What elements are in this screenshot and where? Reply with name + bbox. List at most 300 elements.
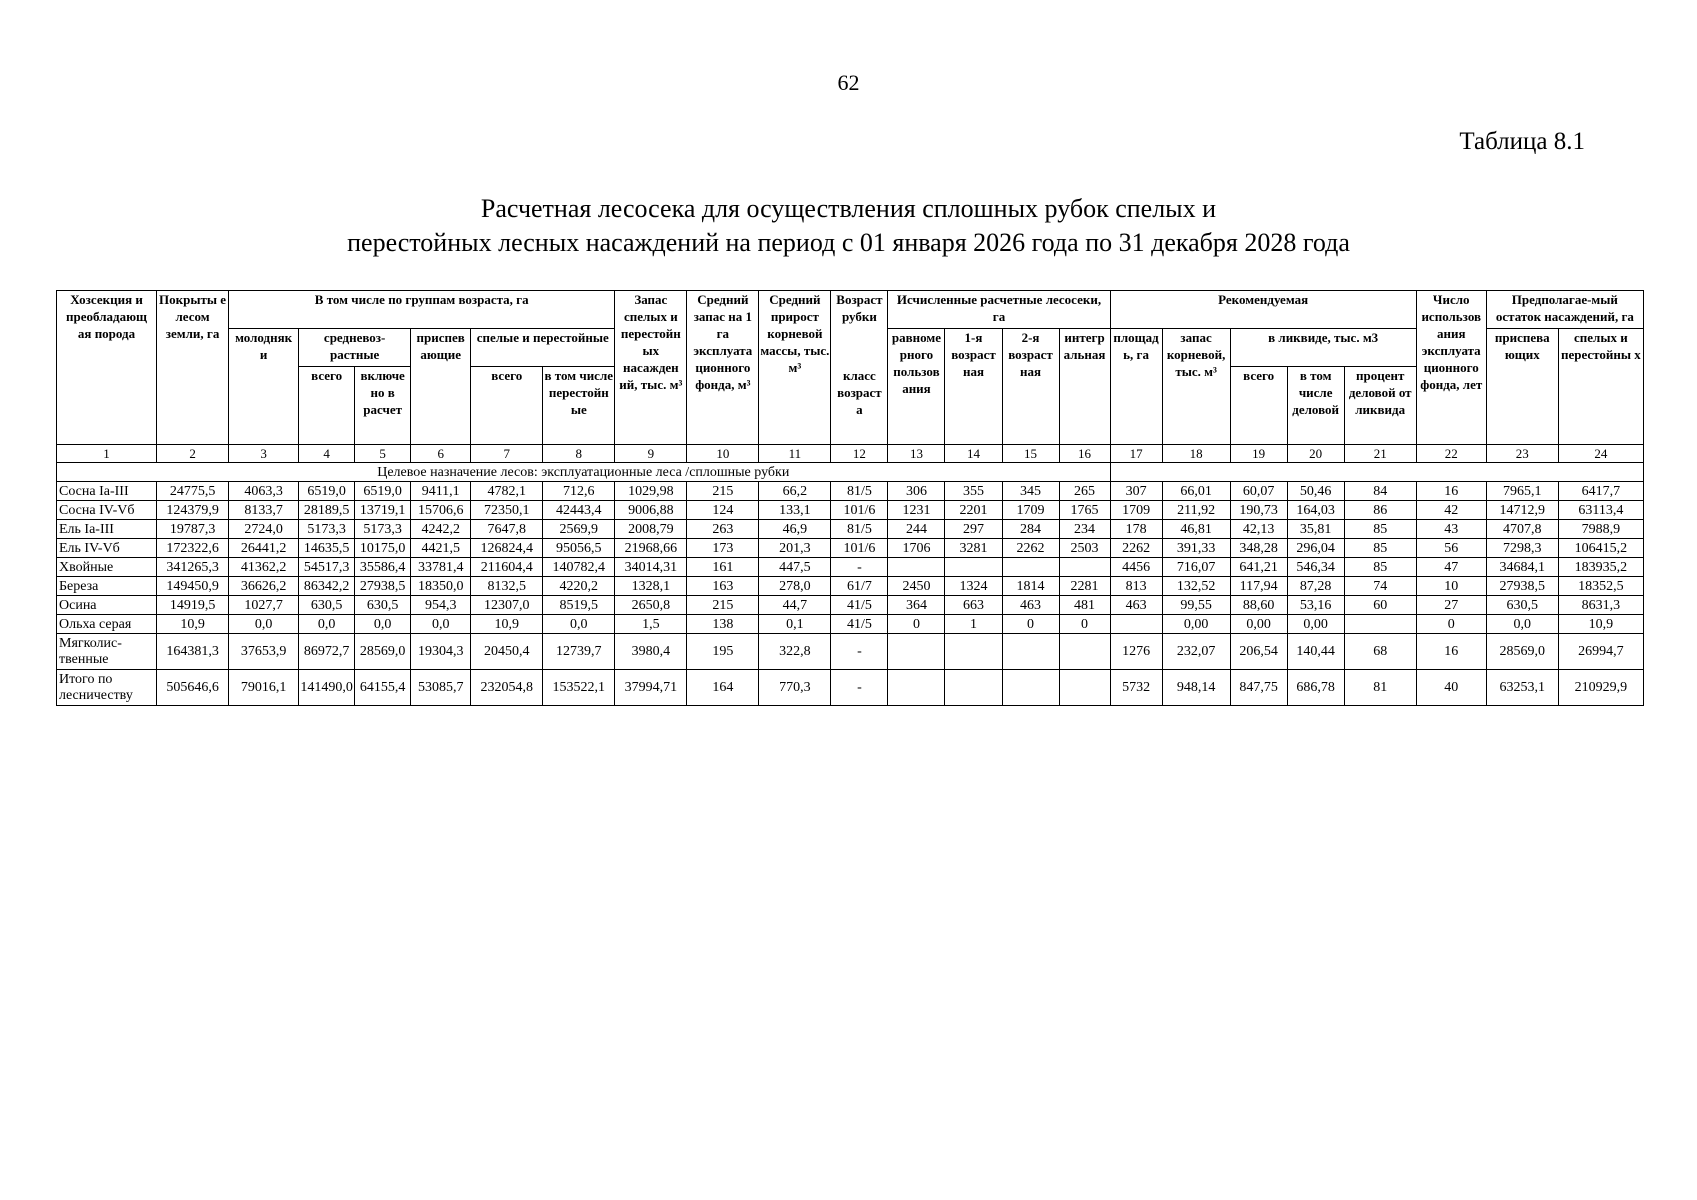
table-cell: 206,54 <box>1230 634 1287 670</box>
table-cell: 8631,3 <box>1558 596 1643 615</box>
table-cell: 35,81 <box>1287 520 1344 539</box>
table-cell: 27 <box>1416 596 1486 615</box>
table-cell: 72350,1 <box>471 501 543 520</box>
header-calc-integral: интегр альная <box>1059 329 1110 445</box>
header-forest-area: Покрыты е лесом земли, га <box>157 291 229 445</box>
header-maturing: приспев ающие <box>411 329 471 445</box>
section-row <box>57 463 1644 482</box>
table-cell <box>1059 558 1110 577</box>
table-cell: 13719,1 <box>355 501 411 520</box>
table-row <box>57 577 1644 596</box>
table-cell: 391,33 <box>1162 539 1230 558</box>
table-cell: 0 <box>888 615 945 634</box>
table-cell: 26441,2 <box>229 539 299 558</box>
header-rec-business-pct: процент деловой от ликвида <box>1344 367 1416 445</box>
table-cell: 85 <box>1344 539 1416 558</box>
table-cell <box>1002 558 1059 577</box>
table-cell: 211,92 <box>1162 501 1230 520</box>
table-cell: 265 <box>1059 482 1110 501</box>
row-label: Итого по лесничеству <box>57 670 157 706</box>
column-number: 12 <box>831 445 888 463</box>
table-cell <box>945 558 1002 577</box>
table-cell: 18352,5 <box>1558 577 1643 596</box>
table-cell: 42443,4 <box>543 501 615 520</box>
table-cell: 5173,3 <box>355 520 411 539</box>
column-number: 8 <box>543 445 615 463</box>
column-number-row <box>57 445 1644 463</box>
table-row <box>57 558 1644 577</box>
table-cell: 140782,4 <box>543 558 615 577</box>
table-cell: 686,78 <box>1287 670 1344 706</box>
table-cell: 60,07 <box>1230 482 1287 501</box>
header-remain-mature: спелых и перестойны х <box>1558 329 1643 445</box>
table-cell: 0,00 <box>1162 615 1230 634</box>
table-cell: 60 <box>1344 596 1416 615</box>
table-cell: 84 <box>1344 482 1416 501</box>
table-cell: 345 <box>1002 482 1059 501</box>
table-cell: 1814 <box>1002 577 1059 596</box>
column-number: 11 <box>759 445 831 463</box>
table-cell: 211604,4 <box>471 558 543 577</box>
table-cell: 195 <box>687 634 759 670</box>
table-cell: - <box>831 670 888 706</box>
section-label: Целевое назначение лесов: эксплуатационные леса /сплошные рубки <box>57 463 1111 482</box>
column-number: 20 <box>1287 445 1344 463</box>
table-cell: 2281 <box>1059 577 1110 596</box>
table-cell: 1709 <box>1110 501 1162 520</box>
table-cell: 133,1 <box>759 501 831 520</box>
header-cut-age-class: класс возраст а <box>831 367 888 445</box>
header-avg-growth: Средний прирост корневой массы, тыс. м³ <box>759 291 831 445</box>
table-cell: 1328,1 <box>615 577 687 596</box>
table-row <box>57 501 1644 520</box>
column-number: 21 <box>1344 445 1416 463</box>
table-cell: 81/5 <box>831 520 888 539</box>
table-cell <box>1059 670 1110 706</box>
table-cell: 61/7 <box>831 577 888 596</box>
table-cell: 34684,1 <box>1486 558 1558 577</box>
table-cell: 8132,5 <box>471 577 543 596</box>
table-cell: 0,00 <box>1230 615 1287 634</box>
table-cell: 9411,1 <box>411 482 471 501</box>
table-cell <box>1344 615 1416 634</box>
column-number: 15 <box>1002 445 1059 463</box>
table-cell: 149450,9 <box>157 577 229 596</box>
row-label: Береза <box>57 577 157 596</box>
table-cell: 85 <box>1344 520 1416 539</box>
column-number: 19 <box>1230 445 1287 463</box>
column-number: 17 <box>1110 445 1162 463</box>
table-cell: 126824,4 <box>471 539 543 558</box>
table-cell: 0 <box>1059 615 1110 634</box>
table-cell: 4242,2 <box>411 520 471 539</box>
table-row <box>57 520 1644 539</box>
table-cell: 41/5 <box>831 615 888 634</box>
table-cell: 4063,3 <box>229 482 299 501</box>
header-recommended: Рекомендуемая <box>1110 291 1416 329</box>
header-middle-included: включе но в расчет <box>355 367 411 445</box>
title-line-1: Расчетная лесосека для осуществления сплошных рубок спелых и <box>480 194 1217 223</box>
table-cell: 172322,6 <box>157 539 229 558</box>
header-cut-age-spacer <box>831 329 888 367</box>
table-cell: 66,2 <box>759 482 831 501</box>
table-cell: 34014,31 <box>615 558 687 577</box>
row-label: Осина <box>57 596 157 615</box>
document-title <box>0 192 1697 260</box>
table-cell: 12307,0 <box>471 596 543 615</box>
table-cell: 306 <box>888 482 945 501</box>
table-cell: 41362,2 <box>229 558 299 577</box>
header-rec-liquid: в ликвиде, тыс. м3 <box>1230 329 1416 367</box>
table-cell: 63253,1 <box>1486 670 1558 706</box>
header-avg-stock: Средний запас на 1 га эксплуата ционного фонда, м³ <box>687 291 759 445</box>
table-cell: 8133,7 <box>229 501 299 520</box>
header-farm-section: Хозсекция и преобладающ ая порода <box>57 291 157 445</box>
table-cell: 18350,0 <box>411 577 471 596</box>
table-cell: 1231 <box>888 501 945 520</box>
header-rec-liquid-business: в том числе деловой <box>1287 367 1344 445</box>
header-mature: спелые и перестойные <box>471 329 615 367</box>
table-cell: 341265,3 <box>157 558 229 577</box>
table-cell: 43 <box>1416 520 1486 539</box>
table-cell: 79016,1 <box>229 670 299 706</box>
table-cell: 210929,9 <box>1558 670 1643 706</box>
row-label: Ель IV-Vб <box>57 539 157 558</box>
table-cell: 1027,7 <box>229 596 299 615</box>
table-cell: 16 <box>1416 634 1486 670</box>
table-cell: 1324 <box>945 577 1002 596</box>
table-cell: 33781,4 <box>411 558 471 577</box>
table-cell: 7298,3 <box>1486 539 1558 558</box>
table-cell: 101/6 <box>831 539 888 558</box>
table-cell: 56 <box>1416 539 1486 558</box>
table-label: Таблица 8.1 <box>1459 128 1585 155</box>
table-cell: 46,81 <box>1162 520 1230 539</box>
table-cell: 201,3 <box>759 539 831 558</box>
table-cell: 42 <box>1416 501 1486 520</box>
table-cell: 86342,2 <box>299 577 355 596</box>
table-cell: 10,9 <box>471 615 543 634</box>
table-cell: - <box>831 634 888 670</box>
table-cell: 2724,0 <box>229 520 299 539</box>
table-cell: 1276 <box>1110 634 1162 670</box>
table-cell: 1765 <box>1059 501 1110 520</box>
table-cell: 546,34 <box>1287 558 1344 577</box>
table-cell: 0,0 <box>299 615 355 634</box>
table-cell: 10,9 <box>157 615 229 634</box>
table-cell: 244 <box>888 520 945 539</box>
table-cell <box>888 558 945 577</box>
table-cell: 14712,9 <box>1486 501 1558 520</box>
table-cell: 36626,2 <box>229 577 299 596</box>
table-cell: 2201 <box>945 501 1002 520</box>
column-number: 10 <box>687 445 759 463</box>
header-remain-maturing: приспева ющих <box>1486 329 1558 445</box>
row-label: Сосна Ia-III <box>57 482 157 501</box>
table-cell: 0 <box>1416 615 1486 634</box>
table-cell: 630,5 <box>1486 596 1558 615</box>
table-cell: 6519,0 <box>299 482 355 501</box>
table-cell: 46,9 <box>759 520 831 539</box>
title-line-2: перестойных лесных насаждений на период с 01 января 2026 года по 31 декабря 2028 года <box>347 228 1350 257</box>
column-number: 3 <box>229 445 299 463</box>
table-cell: 10,9 <box>1558 615 1643 634</box>
table-cell: 2650,8 <box>615 596 687 615</box>
table-cell: 12739,7 <box>543 634 615 670</box>
table-cell: 232054,8 <box>471 670 543 706</box>
table-cell: 21968,66 <box>615 539 687 558</box>
table-cell: 164,03 <box>1287 501 1344 520</box>
table-cell: 447,5 <box>759 558 831 577</box>
table-cell: 28569,0 <box>1486 634 1558 670</box>
table-cell: 4707,8 <box>1486 520 1558 539</box>
table-cell: - <box>831 558 888 577</box>
table-cell: 348,28 <box>1230 539 1287 558</box>
table-cell: 19304,3 <box>411 634 471 670</box>
table-cell: 117,94 <box>1230 577 1287 596</box>
table-row <box>57 615 1644 634</box>
table-cell: 138 <box>687 615 759 634</box>
table-cell: 505646,6 <box>157 670 229 706</box>
table-cell: 64155,4 <box>355 670 411 706</box>
table-cell <box>1110 615 1162 634</box>
table-cell: 3980,4 <box>615 634 687 670</box>
table-cell: 1 <box>945 615 1002 634</box>
column-number: 18 <box>1162 445 1230 463</box>
column-number: 14 <box>945 445 1002 463</box>
table-cell: 3281 <box>945 539 1002 558</box>
table-cell: 0,1 <box>759 615 831 634</box>
table-cell: 7965,1 <box>1486 482 1558 501</box>
table-cell: 163 <box>687 577 759 596</box>
table-cell: 178 <box>1110 520 1162 539</box>
table-cell: 132,52 <box>1162 577 1230 596</box>
table-cell: 54517,3 <box>299 558 355 577</box>
column-number: 13 <box>888 445 945 463</box>
table-cell: 87,28 <box>1287 577 1344 596</box>
row-label: Сосна IV-Vб <box>57 501 157 520</box>
table-cell: 7988,9 <box>1558 520 1643 539</box>
table-cell: 20450,4 <box>471 634 543 670</box>
table-cell: 81 <box>1344 670 1416 706</box>
table-cell: 141490,0 <box>299 670 355 706</box>
table-cell: 14635,5 <box>299 539 355 558</box>
header-calc-age1: 1-я возраст ная <box>945 329 1002 445</box>
table-cell: 66,01 <box>1162 482 1230 501</box>
table-cell: 263 <box>687 520 759 539</box>
table-cell: 1,5 <box>615 615 687 634</box>
table-cell: 4220,2 <box>543 577 615 596</box>
table-cell: 28189,5 <box>299 501 355 520</box>
header-young: молодняк и <box>229 329 299 445</box>
table-cell: 8519,5 <box>543 596 615 615</box>
table-cell: 2008,79 <box>615 520 687 539</box>
table-cell: 27938,5 <box>1486 577 1558 596</box>
column-number: 2 <box>157 445 229 463</box>
table-cell: 7647,8 <box>471 520 543 539</box>
header-calc-cuts: Исчисленные расчетные лесосеки, га <box>888 291 1110 329</box>
table-cell: 124379,9 <box>157 501 229 520</box>
table-cell: 481 <box>1059 596 1110 615</box>
table-cell: 10175,0 <box>355 539 411 558</box>
table-cell: 161 <box>687 558 759 577</box>
table-cell: 68 <box>1344 634 1416 670</box>
table-cell: 42,13 <box>1230 520 1287 539</box>
column-number: 24 <box>1558 445 1643 463</box>
table-cell: 6519,0 <box>355 482 411 501</box>
table-cell: 2503 <box>1059 539 1110 558</box>
table-cell: 2569,9 <box>543 520 615 539</box>
forest-cut-table <box>56 290 1644 706</box>
header-rec-stock: запас корневой, тыс. м³ <box>1162 329 1230 445</box>
table-cell: 297 <box>945 520 1002 539</box>
table-cell: 164 <box>687 670 759 706</box>
table-cell: 1029,98 <box>615 482 687 501</box>
table-cell: 0,0 <box>355 615 411 634</box>
table-cell: 463 <box>1110 596 1162 615</box>
table-cell: 663 <box>945 596 1002 615</box>
table-cell: 153522,1 <box>543 670 615 706</box>
table-cell <box>888 634 945 670</box>
table-cell: 2450 <box>888 577 945 596</box>
table-cell: 14919,5 <box>157 596 229 615</box>
row-label: Ель Ia-III <box>57 520 157 539</box>
header-calc-uniform: равноме рного пользов ания <box>888 329 945 445</box>
table-cell: 37994,71 <box>615 670 687 706</box>
column-number: 6 <box>411 445 471 463</box>
table-cell: 44,7 <box>759 596 831 615</box>
header-mature-over: в том числе перестойн ые <box>543 367 615 445</box>
table-row <box>57 670 1644 706</box>
header-rec-liquid-total: всего <box>1230 367 1287 445</box>
table-cell: 106415,2 <box>1558 539 1643 558</box>
table-cell: 770,3 <box>759 670 831 706</box>
header-middle-total: всего <box>299 367 355 445</box>
header-mature-total: всего <box>471 367 543 445</box>
table-row <box>57 596 1644 615</box>
table-cell: 173 <box>687 539 759 558</box>
column-number: 7 <box>471 445 543 463</box>
table-cell: 5173,3 <box>299 520 355 539</box>
table-cell: 5732 <box>1110 670 1162 706</box>
table-cell: 86 <box>1344 501 1416 520</box>
table-cell: 19787,3 <box>157 520 229 539</box>
table-cell: 232,07 <box>1162 634 1230 670</box>
table-cell: 0,0 <box>229 615 299 634</box>
table-cell: 4456 <box>1110 558 1162 577</box>
table-row <box>57 539 1644 558</box>
table-cell: 0 <box>1002 615 1059 634</box>
table-cell: 63113,4 <box>1558 501 1643 520</box>
table-cell: 847,75 <box>1230 670 1287 706</box>
table-cell: 15706,6 <box>411 501 471 520</box>
table-cell: 307 <box>1110 482 1162 501</box>
row-label: Хвойные <box>57 558 157 577</box>
table-cell: 364 <box>888 596 945 615</box>
table-cell: 630,5 <box>355 596 411 615</box>
table-cell: 0,00 <box>1287 615 1344 634</box>
table-cell: 463 <box>1002 596 1059 615</box>
table-cell: 95056,5 <box>543 539 615 558</box>
table-cell <box>945 670 1002 706</box>
table-cell: 74 <box>1344 577 1416 596</box>
table-cell <box>1059 634 1110 670</box>
header-middle-age: средневоз-растные <box>299 329 411 367</box>
table-cell: 88,60 <box>1230 596 1287 615</box>
table-cell: 0,0 <box>411 615 471 634</box>
table-cell: 215 <box>687 482 759 501</box>
table-cell: 641,21 <box>1230 558 1287 577</box>
table-cell <box>1002 670 1059 706</box>
table-cell: 278,0 <box>759 577 831 596</box>
table-row <box>57 482 1644 501</box>
table-cell: 53,16 <box>1287 596 1344 615</box>
table-cell <box>1002 634 1059 670</box>
table-cell: 40 <box>1416 670 1486 706</box>
column-number: 1 <box>57 445 157 463</box>
header-cut-age: Возраст рубки <box>831 291 888 329</box>
table-cell: 81/5 <box>831 482 888 501</box>
page-number: 62 <box>837 70 860 95</box>
section-empty <box>1110 463 1643 482</box>
table-cell: 948,14 <box>1162 670 1230 706</box>
table-row <box>57 634 1644 670</box>
table-cell: 630,5 <box>299 596 355 615</box>
table-cell: 9006,88 <box>615 501 687 520</box>
row-label: Ольха серая <box>57 615 157 634</box>
table-cell: 47 <box>1416 558 1486 577</box>
table-cell <box>945 634 1002 670</box>
table-cell: 2262 <box>1002 539 1059 558</box>
table-cell: 37653,9 <box>229 634 299 670</box>
table-cell: 234 <box>1059 520 1110 539</box>
header-years: Число использов ания эксплуата ционного фонда, лет <box>1416 291 1486 445</box>
header-remain: Предполагае-мый остаток насаждений, га <box>1486 291 1643 329</box>
table-cell: 140,44 <box>1287 634 1344 670</box>
column-number: 5 <box>355 445 411 463</box>
table-cell: 716,07 <box>1162 558 1230 577</box>
table-cell: 164381,3 <box>157 634 229 670</box>
column-number: 9 <box>615 445 687 463</box>
column-number: 22 <box>1416 445 1486 463</box>
column-number: 16 <box>1059 445 1110 463</box>
table-cell: 1709 <box>1002 501 1059 520</box>
row-label: Мягколис-твенные <box>57 634 157 670</box>
table-cell: 10 <box>1416 577 1486 596</box>
table-cell: 6417,7 <box>1558 482 1643 501</box>
table-cell: 355 <box>945 482 1002 501</box>
table-cell: 50,46 <box>1287 482 1344 501</box>
table-cell: 86972,7 <box>299 634 355 670</box>
column-number: 4 <box>299 445 355 463</box>
header-rec-area: площад ь, га <box>1110 329 1162 445</box>
table-cell: 4782,1 <box>471 482 543 501</box>
table-cell: 296,04 <box>1287 539 1344 558</box>
header-calc-age2: 2-я возраст ная <box>1002 329 1059 445</box>
table-cell <box>888 670 945 706</box>
table-cell: 27938,5 <box>355 577 411 596</box>
header-mature-stock: Запас спелых и перестойн ых насажден ий, тыс. м³ <box>615 291 687 445</box>
table-cell: 954,3 <box>411 596 471 615</box>
table-cell: 99,55 <box>1162 596 1230 615</box>
table-cell: 1706 <box>888 539 945 558</box>
table-body <box>57 445 1644 706</box>
table-cell: 2262 <box>1110 539 1162 558</box>
table-cell: 24775,5 <box>157 482 229 501</box>
table-cell: 101/6 <box>831 501 888 520</box>
header-age-groups: В том числе по группам возраста, га <box>229 291 615 329</box>
table-cell: 0,0 <box>1486 615 1558 634</box>
